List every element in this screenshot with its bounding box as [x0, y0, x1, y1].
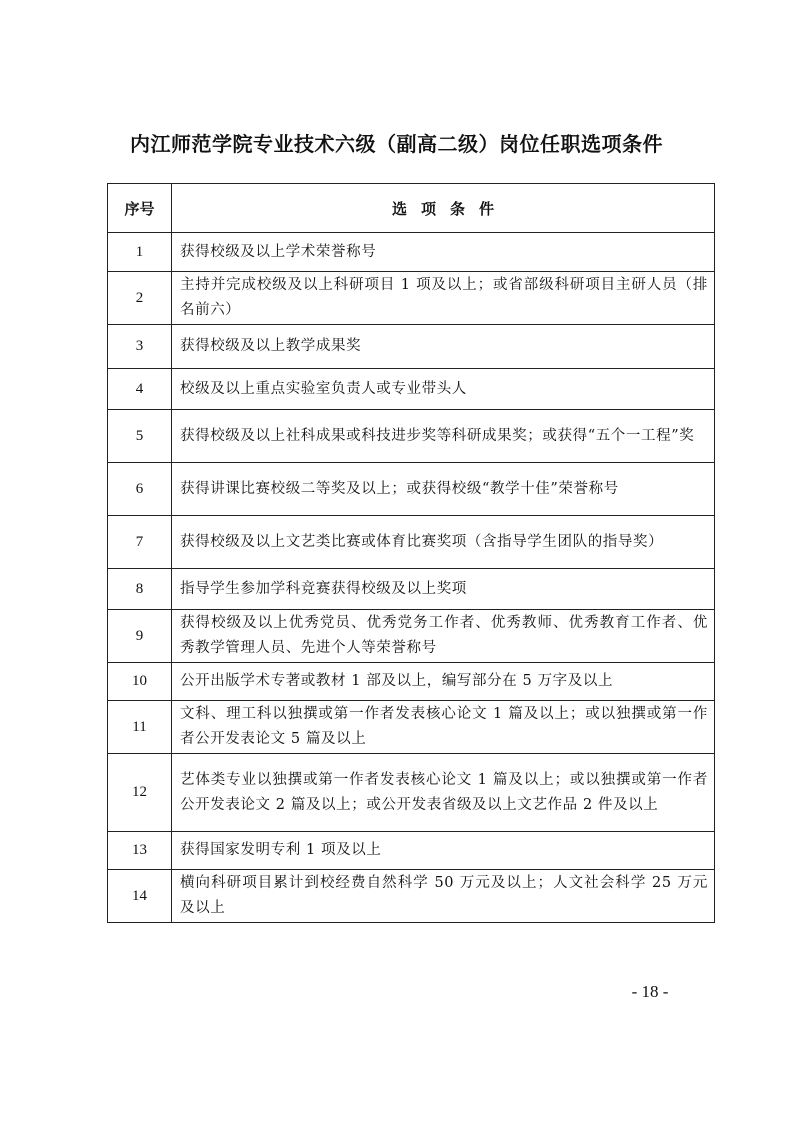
row-number: 2: [108, 272, 172, 325]
row-condition: 主持并完成校级及以上科研项目 1 项及以上；或省部级科研项目主研人员（排名前六）: [172, 272, 715, 325]
row-number: 11: [108, 701, 172, 754]
row-number: 10: [108, 663, 172, 701]
row-condition: 文科、理工科以独撰或第一作者发表核心论文 1 篇及以上；或以独撰或第一作者公开发表论文 5 篇及以上: [172, 701, 715, 754]
table-row: [108, 832, 715, 870]
table-row: [108, 233, 715, 272]
table-row: [108, 569, 715, 610]
row-number: 14: [108, 870, 172, 923]
table-row: [108, 754, 715, 832]
row-number: 5: [108, 410, 172, 463]
row-condition: 获得国家发明专利 1 项及以上: [172, 832, 715, 870]
row-number: 13: [108, 832, 172, 870]
row-condition: 获得校级及以上文艺类比赛或体育比赛奖项（含指导学生团队的指导奖）: [172, 516, 715, 569]
row-condition: 公开出版学术专著或教材 1 部及以上，编写部分在 5 万字及以上: [172, 663, 715, 701]
row-condition: 指导学生参加学科竞赛获得校级及以上奖项: [172, 569, 715, 610]
table-header-row: [108, 184, 715, 233]
table-row: [108, 463, 715, 516]
column-header-condition: 选项条件: [172, 184, 715, 233]
column-header-no: 序号: [108, 184, 172, 233]
row-number: 8: [108, 569, 172, 610]
row-number: 9: [108, 610, 172, 663]
table-row: [108, 663, 715, 701]
row-number: 1: [108, 233, 172, 272]
page-title: 内江师范学院专业技术六级（副高二级）岗位任职选项条件: [130, 132, 663, 156]
table-row: [108, 701, 715, 754]
row-number: 3: [108, 325, 172, 369]
row-condition: 横向科研项目累计到校经费自然科学 50 万元及以上；人文社会科学 25 万元及以上: [172, 870, 715, 923]
table-row: [108, 369, 715, 410]
page-number: - 18 -: [631, 982, 669, 1001]
table-row: [108, 272, 715, 325]
conditions-table: [107, 183, 715, 923]
row-number: 6: [108, 463, 172, 516]
table-row: [108, 410, 715, 463]
row-number: 7: [108, 516, 172, 569]
row-number: 4: [108, 369, 172, 410]
row-condition: 获得校级及以上社科成果或科技进步奖等科研成果奖；或获得“五个一工程”奖: [172, 410, 715, 463]
row-condition: 获得讲课比赛校级二等奖及以上；或获得校级“教学十佳”荣誉称号: [172, 463, 715, 516]
row-number: 12: [108, 754, 172, 832]
row-condition: 获得校级及以上优秀党员、优秀党务工作者、优秀教师、优秀教育工作者、优秀教学管理人员、先进个人等荣誉称号: [172, 610, 715, 663]
table-row: [108, 325, 715, 369]
row-condition: 艺体类专业以独撰或第一作者发表核心论文 1 篇及以上；或以独撰或第一作者公开发表论文 2 篇及以上；或公开发表省级及以上文艺作品 2 件及以上: [172, 754, 715, 832]
row-condition: 获得校级及以上学术荣誉称号: [172, 233, 715, 272]
table-row: [108, 610, 715, 663]
table-row: [108, 870, 715, 923]
row-condition: 获得校级及以上教学成果奖: [172, 325, 715, 369]
table-row: [108, 516, 715, 569]
row-condition: 校级及以上重点实验室负责人或专业带头人: [172, 369, 715, 410]
